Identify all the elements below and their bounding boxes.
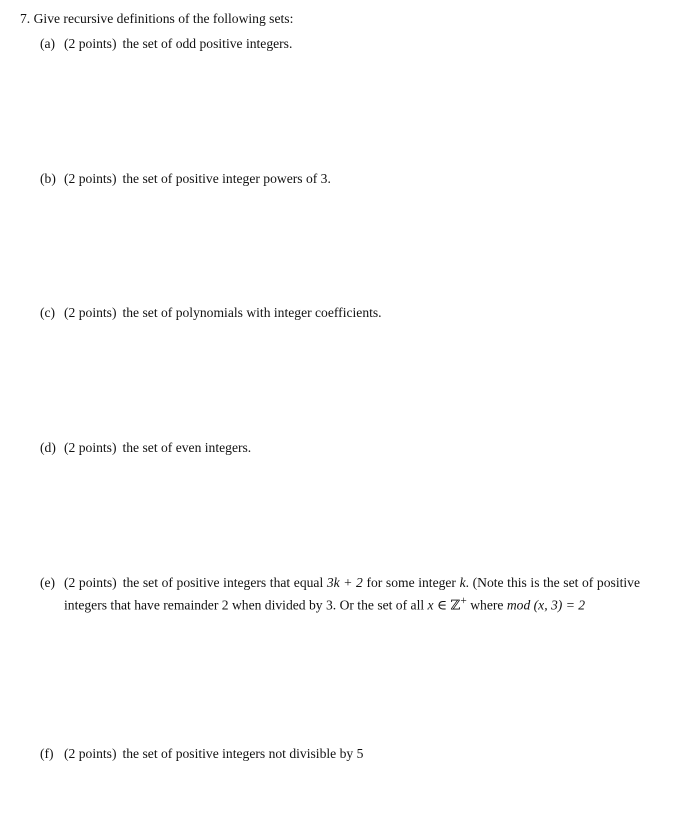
- math-expr-3k-plus-2: 3k + 2: [326, 575, 363, 590]
- math-var-x: x: [427, 597, 434, 613]
- part-b: [40, 170, 640, 188]
- math-var-k: k: [459, 575, 466, 590]
- part-label: (b): [40, 171, 56, 186]
- part-text: for some integer: [366, 575, 456, 590]
- integers-symbol: ℤ: [450, 597, 461, 614]
- part-text: the set of positive integer powers of 3.: [122, 171, 331, 186]
- problem-header: [20, 10, 293, 28]
- part-d: [40, 439, 640, 457]
- problem-number: 7.: [20, 11, 31, 26]
- part-points: (2 points): [64, 305, 117, 320]
- part-text: the set of polynomials with integer coefficients.: [122, 305, 382, 320]
- part-text: the set of even integers.: [122, 440, 252, 455]
- part-points: (2 points): [64, 440, 117, 455]
- part-points: (2 points): [64, 171, 117, 186]
- part-label: (f): [40, 746, 54, 761]
- problem-prompt: Give recursive definitions of the following sets:: [33, 11, 294, 26]
- part-a: [40, 35, 640, 53]
- part-label: (a): [40, 36, 56, 51]
- part-text: the set of positive integers not divisible by 5: [122, 746, 364, 761]
- part-e: [40, 574, 640, 615]
- part-label: (d): [40, 440, 56, 455]
- element-of-symbol: ∈: [436, 597, 448, 613]
- part-points: (2 points): [64, 575, 117, 590]
- part-text: the set of odd positive integers.: [122, 36, 293, 51]
- part-text: the set of positive integers that equal: [122, 575, 324, 590]
- part-label: (c): [40, 305, 56, 320]
- part-points: (2 points): [64, 746, 117, 761]
- math-mod-expr: mod (x, 3) = 2: [506, 597, 586, 613]
- part-points: (2 points): [64, 36, 117, 51]
- part-text: where: [470, 597, 504, 613]
- part-f: [40, 745, 640, 763]
- part-label: (e): [40, 575, 56, 590]
- superscript-plus: +: [460, 595, 467, 607]
- part-text: . (Note this is the set of positive integers that have remainder 2 when divided by 3. Or the set of all: [64, 575, 640, 613]
- part-c: [40, 304, 640, 322]
